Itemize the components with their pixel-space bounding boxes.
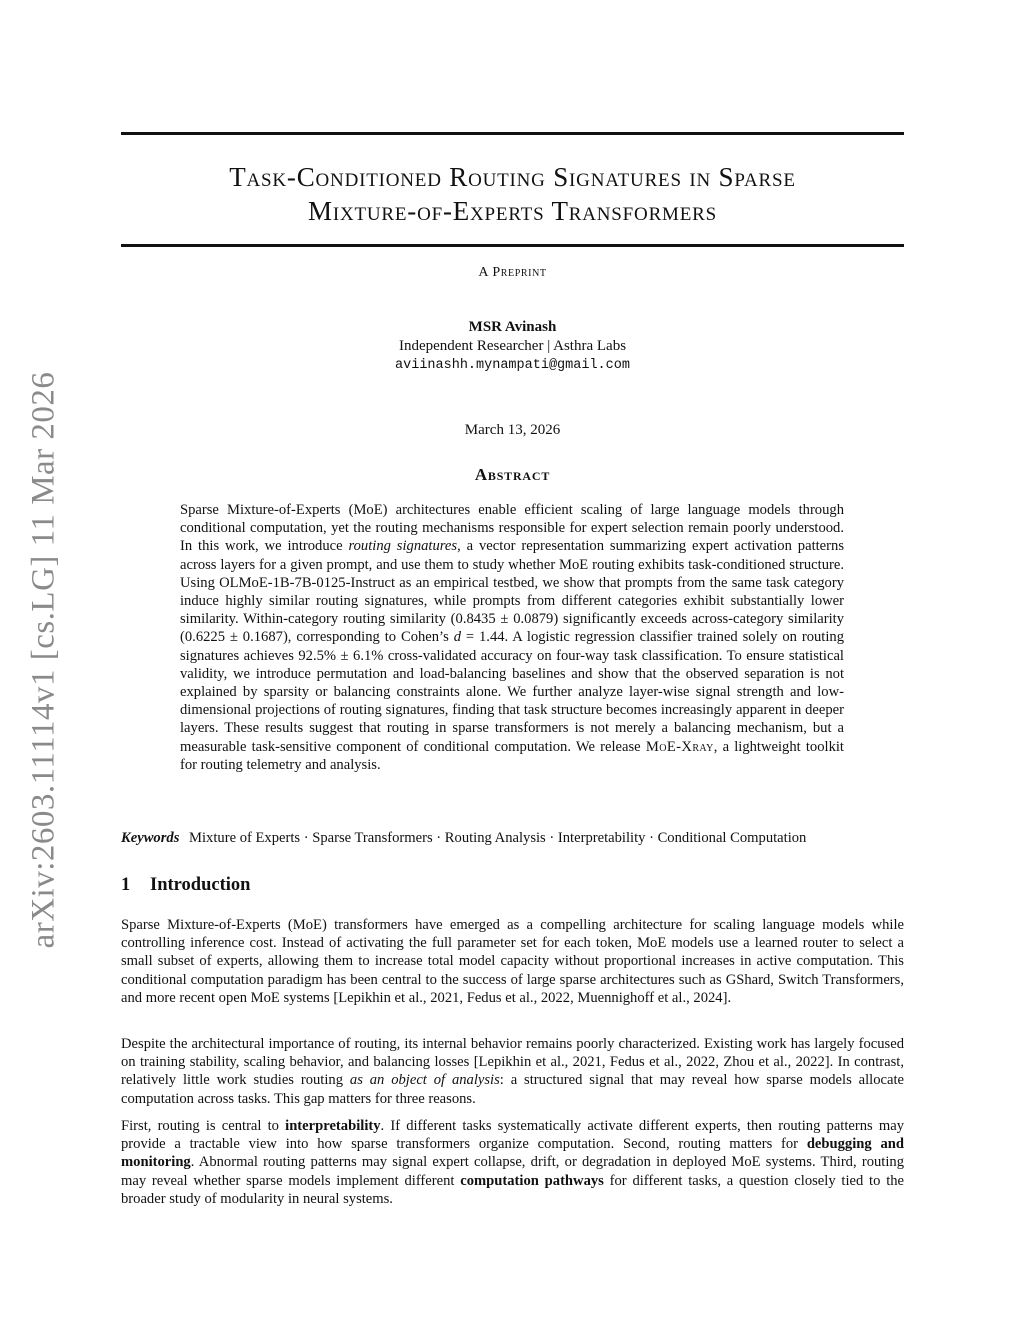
intro-p3-text-d: . Abnormal routing patterns may signal expert collapse, drift, or degradation in deployed MoE systems. Third, routing may reveal whether sparse models implement different <box>121 1154 904 1189</box>
keywords-line <box>121 830 911 847</box>
paper-title <box>121 160 904 228</box>
keywords-list: Mixture of Experts · Sparse Transformers · Routing Analysis · Interpretability · Conditional Computation <box>189 830 807 846</box>
classification-accuracy: 92.5% ± 6.1% <box>298 647 384 664</box>
title-rule-top <box>121 132 904 135</box>
paper-title-line-1: Task-Conditioned Routing Signatures in Sparse <box>229 162 796 192</box>
preprint-label: A Preprint <box>478 265 547 280</box>
arxiv-identifier-stamp: arXiv:2603.11114v1 [cs.LG] 11 Mar 2026 <box>25 371 62 949</box>
toolkit-name: MoE-Xray <box>645 738 714 755</box>
section-title: Introduction <box>150 875 251 895</box>
abstract-heading: Abstract <box>474 465 551 484</box>
cohen-d-symbol: d <box>453 629 461 646</box>
abstract-text-4: ), corresponding to Cohen’s <box>282 629 454 646</box>
section-number: 1 <box>121 875 131 895</box>
intro-paragraph-2-text <box>121 1035 904 1108</box>
author-affiliation: Independent Researcher | Asthra Labs <box>398 338 627 354</box>
abstract-body <box>180 501 844 774</box>
author-email[interactable]: aviinashh.mynampati@gmail.com <box>395 358 630 373</box>
intro-p3-bold-debugging: debugging and monitoring <box>121 1136 904 1171</box>
intro-p2-text-a: Despite the architectural importance of routing, its internal behavior remains poorly characterized. Existing work has largely focused on training stability, scaling behavior, and balancing losses [Lepikhin et al., 2021, Fedus et al., 2022, Zhou et al., 2022]. In contrast, relatively little work studies routing <box>121 1036 904 1089</box>
intro-p3-text-c: . If different tasks systematically activate different experts, then routing patterns may provide a tractable view into how sparse transformers organize computation. Second, routing matters for <box>121 1118 904 1153</box>
cohen-d-value: = 1.44 <box>460 629 505 646</box>
abstract-text-7: , a lightweight toolkit for routing telemetry and analysis. <box>180 738 844 773</box>
abstract-text-6: cross-validated accuracy on four-way task classification. To ensure statistical validity, we introduce permutation and load-balancing baselines and show that the observed separation is not explained by sparsity or balancing constraints alone. We further analyze layer-wise signal strength and low-dimensional projections of routing signatures, finding that task structure becomes increasingly apparent in deeper layers. These results suggest that routing in sparse transformers is not merely a balancing mechanism, but a measurable task-sensitive component of conditional computation. We release <box>180 647 844 755</box>
intro-paragraph-2 <box>121 1035 904 1108</box>
intro-p2-text-b: : a structured signal that may reveal how sparse models allocate computation across tasks. This gap matters for three reasons. <box>121 1072 904 1107</box>
abstract-text-1: Sparse Mixture-of-Experts (MoE) architectures enable efficient scaling of large language models through conditional computation, yet the routing mechanisms responsible for expert selection remain poorly understood. In this work, we introduce <box>180 502 844 555</box>
author-name: MSR Avinash <box>468 319 557 335</box>
intro-p3-text-a: First, routing is central to <box>121 1118 286 1134</box>
intro-paragraph-3 <box>121 1117 904 1208</box>
intro-p2-emphasis: as an object of analysis <box>349 1072 500 1089</box>
intro-paragraph-1 <box>121 916 904 1007</box>
abstract-text-3: ) significantly exceeds across-category similarity ( <box>180 611 844 646</box>
abstract-emphasis-routing-signatures: routing signatures <box>348 538 458 555</box>
section-heading-introduction <box>121 875 250 896</box>
paper-title-line-2: Mixture-of-Experts Transformers <box>308 196 717 226</box>
intro-paragraph-1-text: Sparse Mixture-of-Experts (MoE) transformers have emerged as a compelling architecture for scaling language models while controlling inference cost. Instead of activating the full parameter set for each token, MoE models use a learned router to select a small subset of experts, allowing them to increase total model capacity without proportional increases in active computation. This conditional computation paradigm has been central to the success of large sparse architectures such as GShard, Switch Transformers, and more recent open MoE systems [Lepikhin et al., 2021, Fedus et al., 2022, Muennighoff et al., 2024]. <box>121 917 904 1006</box>
intro-p3-text-e: for different tasks, a question closely tied to the broader study of modularity in neural systems. <box>121 1172 905 1207</box>
abstract-text-5: . A logistic regression classifier trained solely on routing signatures achieves <box>180 629 844 664</box>
intro-paragraph-3-text <box>121 1117 904 1208</box>
abstract-text-2: , a vector representation summarizing expert activation patterns across layers for a given prompt, and use them to study whether MoE routing exhibits task-conditioned structure. Using OLMoE-1B-7B-0125-Instruct as an empirical testbed, we show that prompts from the same task category induce highly similar routing signatures, while prompts from different categories exhibit substantially lower similarity. Within-category routing similarity ( <box>180 538 844 628</box>
publication-date: March 13, 2026 <box>464 422 561 438</box>
intro-p3-bold-interpretability: interpretability <box>285 1118 381 1134</box>
author-block <box>121 318 904 375</box>
keywords-label: Keywords <box>121 830 180 846</box>
intro-p3-bold-pathways: computation pathways <box>460 1172 604 1189</box>
within-category-similarity: 0.8435 ± 0.0879 <box>455 611 554 628</box>
across-category-similarity: 0.6225 ± 0.1687 <box>184 629 283 646</box>
title-rule-bottom <box>121 244 904 247</box>
